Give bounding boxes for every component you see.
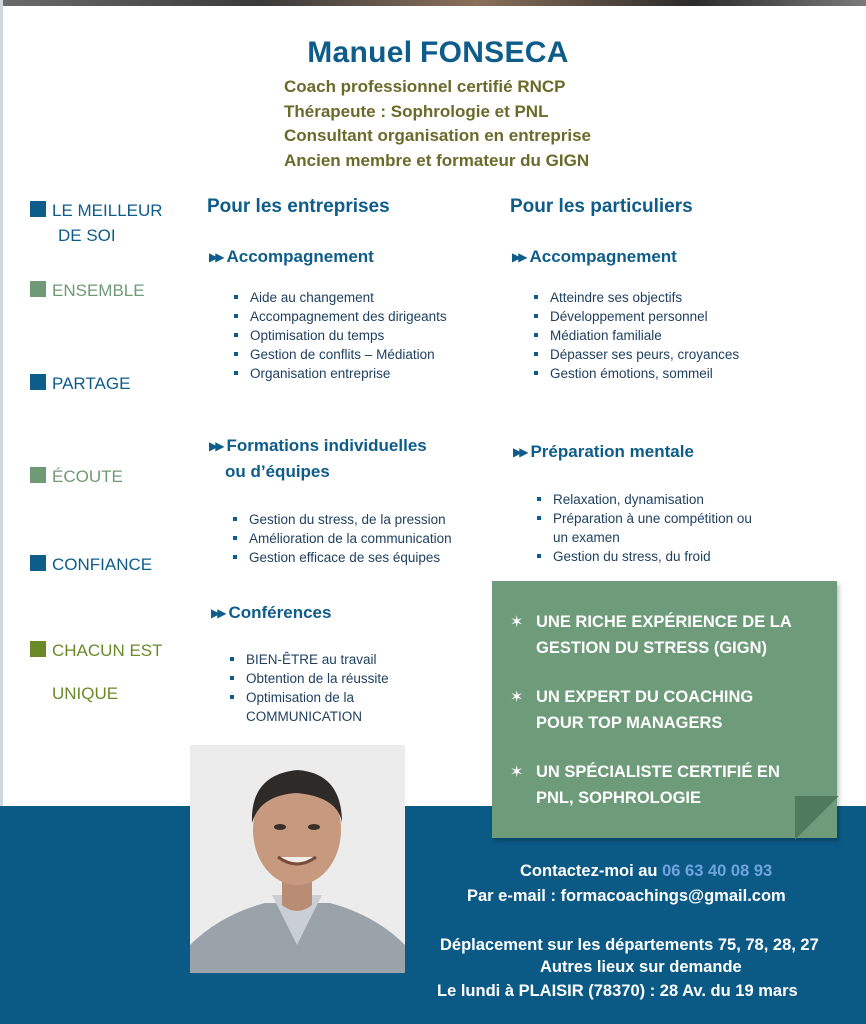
square-bullet-icon xyxy=(30,641,46,657)
list-item: Obtention de la réussite xyxy=(225,669,425,688)
list-item: BIEN-ÊTRE au travail xyxy=(225,650,425,669)
list-item: Gestion du stress, du froid xyxy=(532,547,762,566)
subsection-title xyxy=(211,600,331,626)
subsection-title xyxy=(209,244,374,270)
phone-number[interactable]: 06 63 40 08 93 xyxy=(662,862,773,880)
list-item: Amélioration de la communication xyxy=(228,529,452,548)
person-name xyxy=(0,36,866,70)
list-item: Gestion du stress, de la pression xyxy=(228,510,452,529)
value-label: DE SOI xyxy=(58,226,116,245)
square-bullet-icon xyxy=(30,555,46,571)
title-line: Ancien membre et formateur du GIGN xyxy=(284,150,590,170)
column-particuliers xyxy=(510,196,693,218)
double-chevron-right-icon: ▶▶ xyxy=(209,250,222,264)
star-icon: ✶ xyxy=(510,689,524,706)
title-line: Coach professionnel certifié RNCP xyxy=(284,77,566,96)
entreprises-conferences-list xyxy=(225,650,425,726)
list-item: Gestion de conflits – Médiation xyxy=(229,345,447,364)
list-item: Médiation familiale xyxy=(529,326,739,345)
top-photo-strip xyxy=(0,0,866,6)
double-chevron-right-icon: ▶▶ xyxy=(513,445,526,459)
subsection-title xyxy=(209,433,427,484)
email-address[interactable]: formacoachings@gmail.com xyxy=(560,887,786,905)
section-heading: Pour les entreprises xyxy=(207,196,390,217)
value-label: ENSEMBLE xyxy=(52,281,145,300)
portrait-illustration xyxy=(190,745,405,973)
subsection-title xyxy=(512,244,677,270)
star-icon: ✶ xyxy=(510,614,524,631)
entreprises-formations-list xyxy=(228,510,452,567)
square-bullet-icon xyxy=(30,467,46,483)
double-chevron-right-icon: ▶▶ xyxy=(512,250,525,264)
phone-label: Contactez-moi au xyxy=(520,862,658,880)
professional-titles xyxy=(284,75,591,173)
value-item xyxy=(30,278,145,303)
list-item: Optimisation de la COMMUNICATION xyxy=(225,688,376,726)
value-label: LE MEILLEUR xyxy=(52,201,163,220)
subsection-label: Formations individuelles xyxy=(226,436,427,455)
list-item: Accompagnement des dirigeants xyxy=(229,307,447,326)
particuliers-preparation-list xyxy=(532,490,762,566)
phone-line xyxy=(520,862,772,881)
subsection-title xyxy=(513,439,694,465)
double-chevron-right-icon: ▶▶ xyxy=(209,439,222,453)
square-bullet-icon xyxy=(30,281,46,297)
first-name: Manuel xyxy=(307,36,413,69)
value-label: PARTAGE xyxy=(52,374,131,393)
particuliers-accompagnement-list xyxy=(529,288,739,383)
feature-text: POUR TOP MANAGERS xyxy=(536,713,723,732)
list-item: Organisation entreprise xyxy=(229,364,447,383)
star-icon: ✶ xyxy=(510,764,524,781)
column-entreprises xyxy=(207,196,390,218)
entreprises-accompagnement-list xyxy=(229,288,447,383)
double-chevron-right-icon: ▶▶ xyxy=(211,606,224,620)
square-bullet-icon xyxy=(30,201,46,217)
feature-text: GESTION DU STRESS (GIGN) xyxy=(536,638,768,657)
list-item: Développement personnel xyxy=(529,307,739,326)
travel-line: Déplacement sur les départements 75, 78, 28, 27 xyxy=(440,936,819,954)
section-heading: Pour les particuliers xyxy=(510,196,693,217)
monday-location-line: Le lundi à PLAISIR (78370) : 28 Av. du 19 mars xyxy=(437,982,798,1000)
list-item: Aide au changement xyxy=(229,288,447,307)
subsection-label: ou d’équipes xyxy=(225,462,330,481)
feature-item xyxy=(510,760,780,811)
value-item xyxy=(30,552,152,577)
square-bullet-icon xyxy=(30,374,46,390)
feature-text: PNL, SOPHROLOGIE xyxy=(536,788,702,807)
title-line: Thérapeute : Sophrologie et PNL xyxy=(284,101,549,121)
subsection-label: Conférences xyxy=(228,603,332,622)
list-item: Gestion émotions, sommeil xyxy=(529,364,739,383)
page-fold-corner xyxy=(795,796,839,840)
feature-text: UN EXPERT DU COACHING xyxy=(536,688,754,706)
portrait-photo xyxy=(190,745,405,973)
list-item: Atteindre ses objectifs xyxy=(529,288,739,307)
list-item: Dépasser ses peurs, croyances xyxy=(529,345,739,364)
value-label: UNIQUE xyxy=(52,684,119,703)
feature-text: UN SPÉCIALISTE CERTIFIÉ EN xyxy=(536,763,780,781)
value-label: CHACUN EST xyxy=(52,641,163,660)
value-label: CONFIANCE xyxy=(52,555,153,574)
other-places-line: Autres lieux sur demande xyxy=(540,958,742,976)
list-item: Optimisation du temps xyxy=(229,326,447,345)
list-item: Relaxation, dynamisation xyxy=(532,490,762,509)
value-item xyxy=(30,371,130,396)
subsection-label: Préparation mentale xyxy=(530,442,694,461)
feature-text: UNE RICHE EXPÉRIENCE DE LA xyxy=(536,613,792,631)
value-item xyxy=(30,198,163,248)
value-item xyxy=(30,638,163,706)
feature-item xyxy=(510,685,753,736)
value-label: ÉCOUTE xyxy=(52,467,123,486)
subsection-label: Accompagnement xyxy=(226,247,374,266)
features-card xyxy=(492,581,837,838)
last-name: FONSECA xyxy=(419,36,569,69)
email-label: Par e-mail : xyxy=(467,887,556,905)
value-item xyxy=(30,464,123,489)
email-line xyxy=(467,887,786,906)
list-item: Gestion efficace de ses équipes xyxy=(228,548,452,567)
list-item: Préparation à une compétition ou un examen xyxy=(532,509,762,547)
subsection-label: Accompagnement xyxy=(529,247,677,266)
title-line: Consultant organisation en entreprise xyxy=(284,126,591,145)
feature-item xyxy=(510,610,792,661)
